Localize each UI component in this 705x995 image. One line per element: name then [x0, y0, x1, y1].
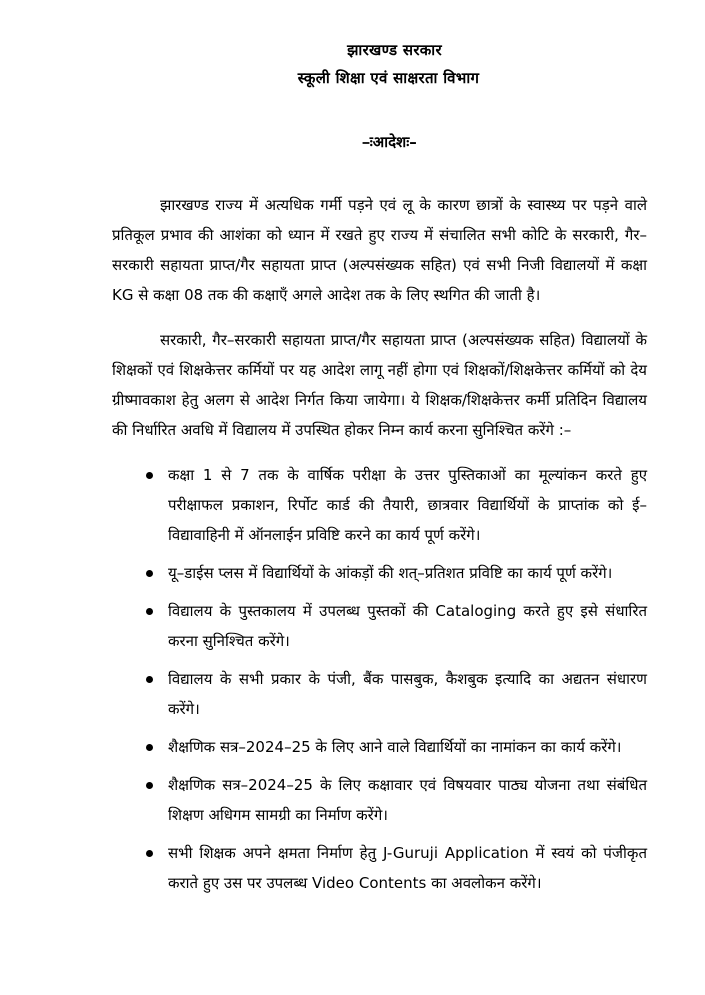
document-page [0, 40, 705, 995]
list-item [154, 596, 647, 656]
bullet-icon [146, 744, 153, 751]
bullet-icon [146, 782, 153, 789]
list-item-text: यू–डाईस प्लस में विद्यार्थियों के आंकड़ों की शत्–प्रतिशत प्रविष्टि का कार्य पूर्ण करेंगे। [168, 564, 613, 582]
bullet-icon [146, 608, 153, 615]
list-item-text: कक्षा 1 से 7 तक के वार्षिक परीक्षा के उत्तर पुस्तिकाओं का मूल्यांकन करते हुए परीक्षाफल प्रकाशन, रिर्पोट कार्ड की तैयारी, छात्रवार विद्यार्थियों के प्राप्तांक को ई–विद्यावाहिनी में ऑनलाईन प्रविष्टि करने का कार्य पूर्ण करेंगे। [168, 466, 647, 544]
paragraph-closure-order: झारखण्ड राज्य में अत्यधिक गर्मी पड़ने एवं लू के कारण छात्रों के स्वास्थ्य पर पड़ने वाले प्रतिकूल प्रभाव की आशंका को ध्यान में रखते हुए राज्य में संचालित सभी कोटि के सरकारी, गैर–सरकारी सहायता प्राप्त/गैर सहायता प्राप्त (अल्पसंख्यक सहित) एवं सभी निजी विद्यालयों में कक्षा KG से कक्षा 08 तक की कक्षाएँ अगले आदेश तक के लिए स्थगित की जाती है। [112, 196, 647, 304]
bullet-icon [146, 570, 153, 577]
list-item-text: विद्यालय के सभी प्रकार के पंजी, बैंक पासबुक, कैशबुक इत्यादि का अद्यतन संधारण करेंगे। [168, 670, 647, 718]
paragraph-teacher-duties: सरकारी, गैर–सरकारी सहायता प्राप्त/गैर सहायता प्राप्त (अल्पसंख्यक सहित) विद्यालयों के शिक्षकों एवं शिक्षकेत्तर कर्मियों पर यह आदेश लागू नहीं होगा एवं शिक्षकों/शिक्षकेत्तर कर्मियों को देय ग्रीष्मावकाश हेतु अलग से आदेश निर्गत किया जायेगा। ये शिक्षक/शिक्षकेत्तर कर्मी प्रतिदिन विद्यालय की निर्धारित अवधि में विद्यालय में उपस्थित होकर निम्न कार्य करना सुनिश्चित करेंगे :– [112, 331, 647, 439]
list-item [154, 558, 647, 588]
list-item [154, 838, 647, 898]
list-item [154, 732, 647, 762]
list-item [154, 460, 647, 550]
list-item-text: विद्यालय के पुस्तकालय में उपलब्ध पुस्तकों की Cataloging करते हुए इसे संधारित करना सुनिश्चित करेंगे। [168, 602, 647, 650]
bullet-icon [146, 850, 153, 857]
document-header [112, 40, 647, 88]
department-name: स्कूली शिक्षा एवं साक्षरता विभाग [297, 69, 480, 87]
list-item [154, 664, 647, 724]
bullet-icon [146, 676, 153, 683]
government-name: झारखण्ड सरकार [347, 41, 442, 59]
list-item-text: शैक्षणिक सत्र–2024–25 के लिए आने वाले विद्यार्थियों का नामांकन का कार्य करेंगे। [168, 738, 622, 756]
bullet-icon [146, 472, 153, 479]
list-item-text: शैक्षणिक सत्र–2024–25 के लिए कक्षावार एवं विषयवार पाठ्य योजना तथा संबंधित शिक्षण अधिगम सामग्री का निर्माण करेंगे। [168, 776, 647, 824]
duties-list [112, 460, 647, 898]
list-item [154, 770, 647, 830]
list-item-text: सभी शिक्षक अपने क्षमता निर्माण हेतु J-Guruji Application में स्वयं को पंजीकृत कराते हुए उस पर उपलब्ध Video Contents का अवलोकन करेंगे। [168, 844, 647, 892]
order-title: –ःआदेशः– [362, 133, 417, 151]
